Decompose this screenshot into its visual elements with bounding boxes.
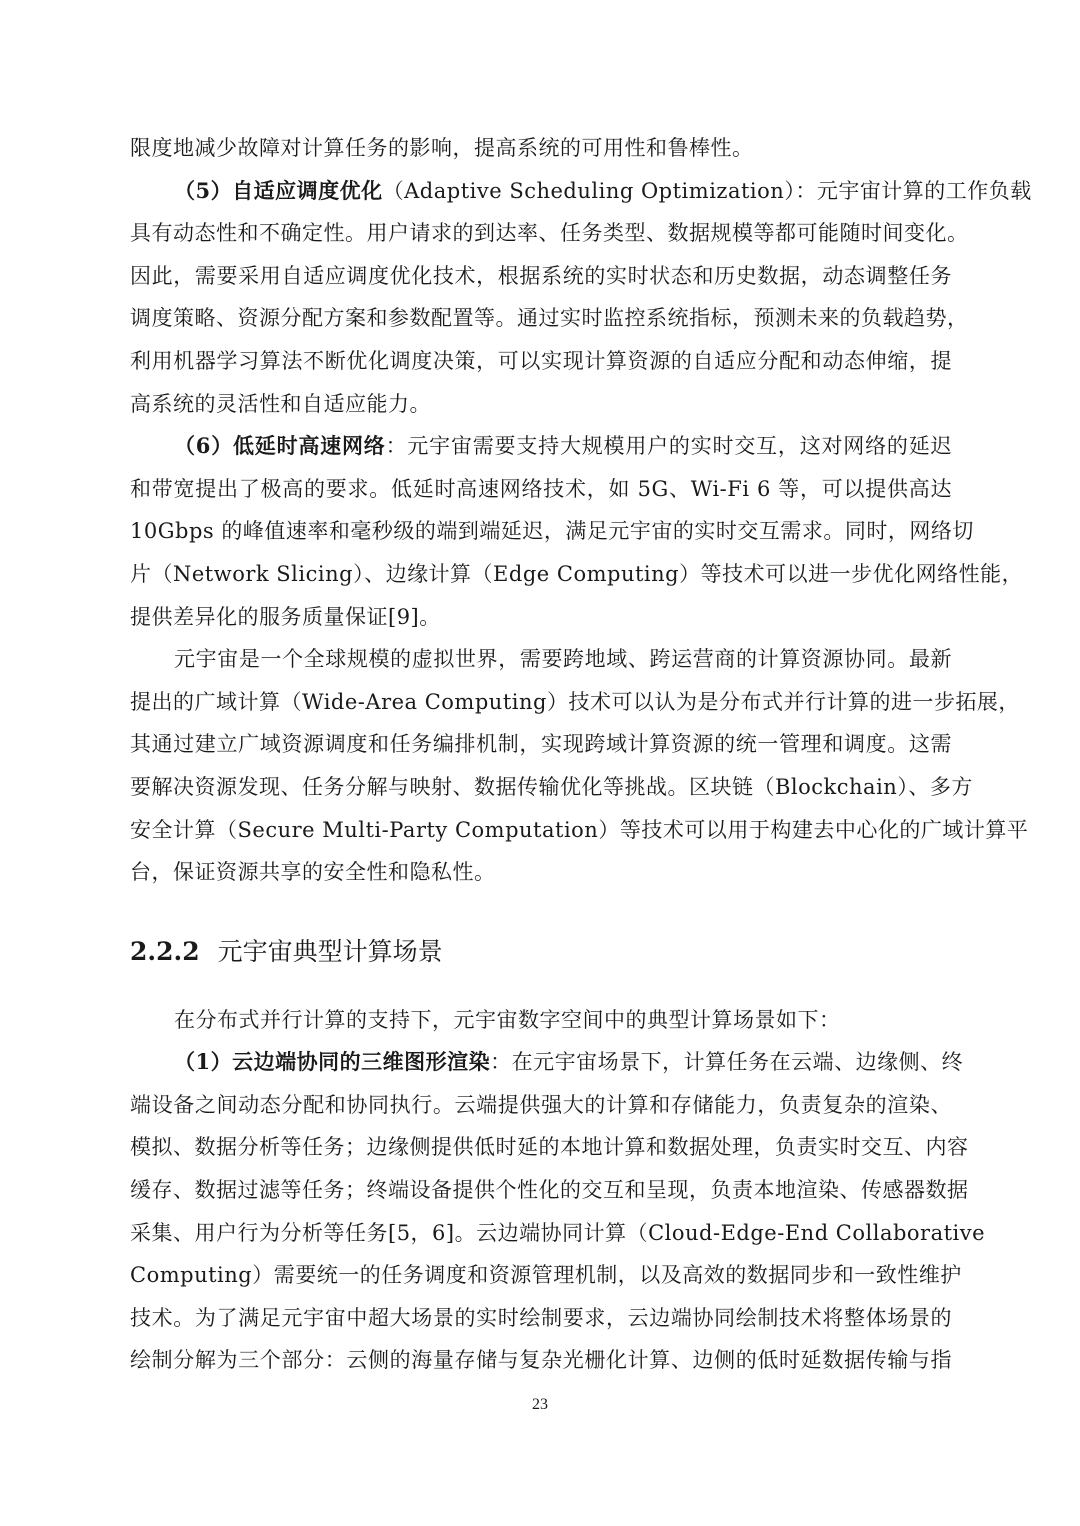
text-line	[130, 170, 1032, 213]
text-line: 元宇宙是一个全球规模的虚拟世界，需要跨地域、跨运营商的计算资源协同。最新	[174, 647, 952, 672]
text-line: 采集、用户行为分析等任务[5，6]。云边端协同计算（Cloud-Edge-End Collaborative	[130, 1220, 986, 1245]
text-line: 10Gbps 的峰值速率和毫秒级的端到端延迟，满足元宇宙的实时交互需求。同时，网络切	[130, 519, 974, 544]
text-line: 绘制分解为三个部分：云侧的海量存储与复杂光栅化计算、边侧的低时延数据传输与指	[130, 1348, 952, 1373]
item-lead: （1）云边端协同的三维图形渲染	[174, 1049, 491, 1075]
document-page	[130, 127, 1032, 1382]
text-span: ：元宇宙需要支持大规模用户的实时交互，这对网络的延迟	[385, 434, 952, 459]
text-line: 提供差异化的服务质量保证[9]。	[130, 604, 441, 629]
text-line: 端设备之间动态分配和协同执行。云端提供强大的计算和存储能力，负责复杂的渲染、	[130, 1092, 952, 1117]
text-line: 提出的广域计算（Wide-Area Computing）技术可以认为是分布式并行计算的进一步拓展，	[130, 689, 1020, 714]
paragraph-adaptive-scheduling	[130, 170, 1032, 426]
item-lead: （6）低延时高速网络	[174, 433, 386, 459]
text-line: 模拟、数据分析等任务；边缘侧提供低时延的本地计算和数据处理，负责实时交互、内容	[130, 1135, 969, 1160]
text-line: 高系统的灵活性和自适应能力。	[130, 391, 431, 416]
text-line: 和带宽提出了极高的要求。低延时高速网络技术，如 5G、Wi-Fi 6 等，可以提供高达	[130, 476, 952, 501]
text-line	[130, 425, 952, 468]
page-number: 23	[532, 1396, 548, 1413]
paragraph-low-latency-network	[130, 425, 1024, 638]
text-line: 调度策略、资源分配方案和参数配置等。通过实时监控系统指标，预测未来的负载趋势，	[130, 306, 969, 331]
text-span: ：在元宇宙场景下，计算任务在云端、边缘侧、终	[490, 1050, 964, 1075]
text-line: 要解决资源发现、任务分解与映射、数据传输优化等挑战。区块链（Blockchain）、多方	[130, 774, 973, 799]
text-line	[130, 1041, 964, 1084]
text-line: 在分布式并行计算的支持下，元宇宙数字空间中的典型计算场景如下：	[174, 1007, 841, 1032]
section-heading	[130, 930, 952, 974]
text-line: 其通过建立广域资源调度和任务编排机制，实现跨域计算资源的统一管理和调度。这需	[130, 732, 952, 757]
item-lead: （5）自适应调度优化	[174, 177, 383, 203]
text-line: 安全计算（Secure Multi-Party Computation）等技术可以用于构建去中心化的广域计算平	[130, 817, 1029, 842]
text-span: （Adaptive Scheduling Optimization）：元宇宙计算的工作负载	[382, 178, 1032, 203]
paragraph-cloud-edge-rendering	[130, 1041, 986, 1382]
text-line: 台，保证资源共享的安全性和隐私性。	[130, 860, 496, 885]
text-line: Computing）需要统一的任务调度和资源管理机制，以及高效的数据同步和一致性维护	[130, 1263, 962, 1288]
text-line: 技术。为了满足元宇宙中超大场景的实时绘制要求，云边端协同绘制技术将整体场景的	[130, 1305, 952, 1330]
text-line: 因此，需要采用自适应调度优化技术，根据系统的实时状态和历史数据，动态调整任务	[130, 263, 952, 288]
text-line: 限度地减少故障对计算任务的影响，提高系统的可用性和鲁棒性。	[130, 136, 754, 160]
paragraph-wide-area-computing	[130, 638, 1029, 894]
text-line: 利用机器学习算法不断优化调度决策，可以实现计算资源的自适应分配和动态伸缩，提	[130, 348, 952, 373]
section-title: 元宇宙典型计算场景	[217, 936, 443, 966]
text-line: 片（Network Slicing）、边缘计算（Edge Computing）等技术可以进一步优化网络性能，	[130, 561, 1024, 586]
paragraph-scenarios-intro	[130, 999, 952, 1042]
text-line: 缓存、数据过滤等任务；终端设备提供个性化的交互和呈现，负责本地渲染、传感器数据	[130, 1178, 969, 1203]
text-line: 具有动态性和不确定性。用户请求的到达率、任务类型、数据规模等都可能随时间变化。	[130, 221, 969, 246]
paragraph-fault-tolerance-tail	[130, 127, 952, 170]
section-number: 2.2.2	[130, 936, 200, 966]
